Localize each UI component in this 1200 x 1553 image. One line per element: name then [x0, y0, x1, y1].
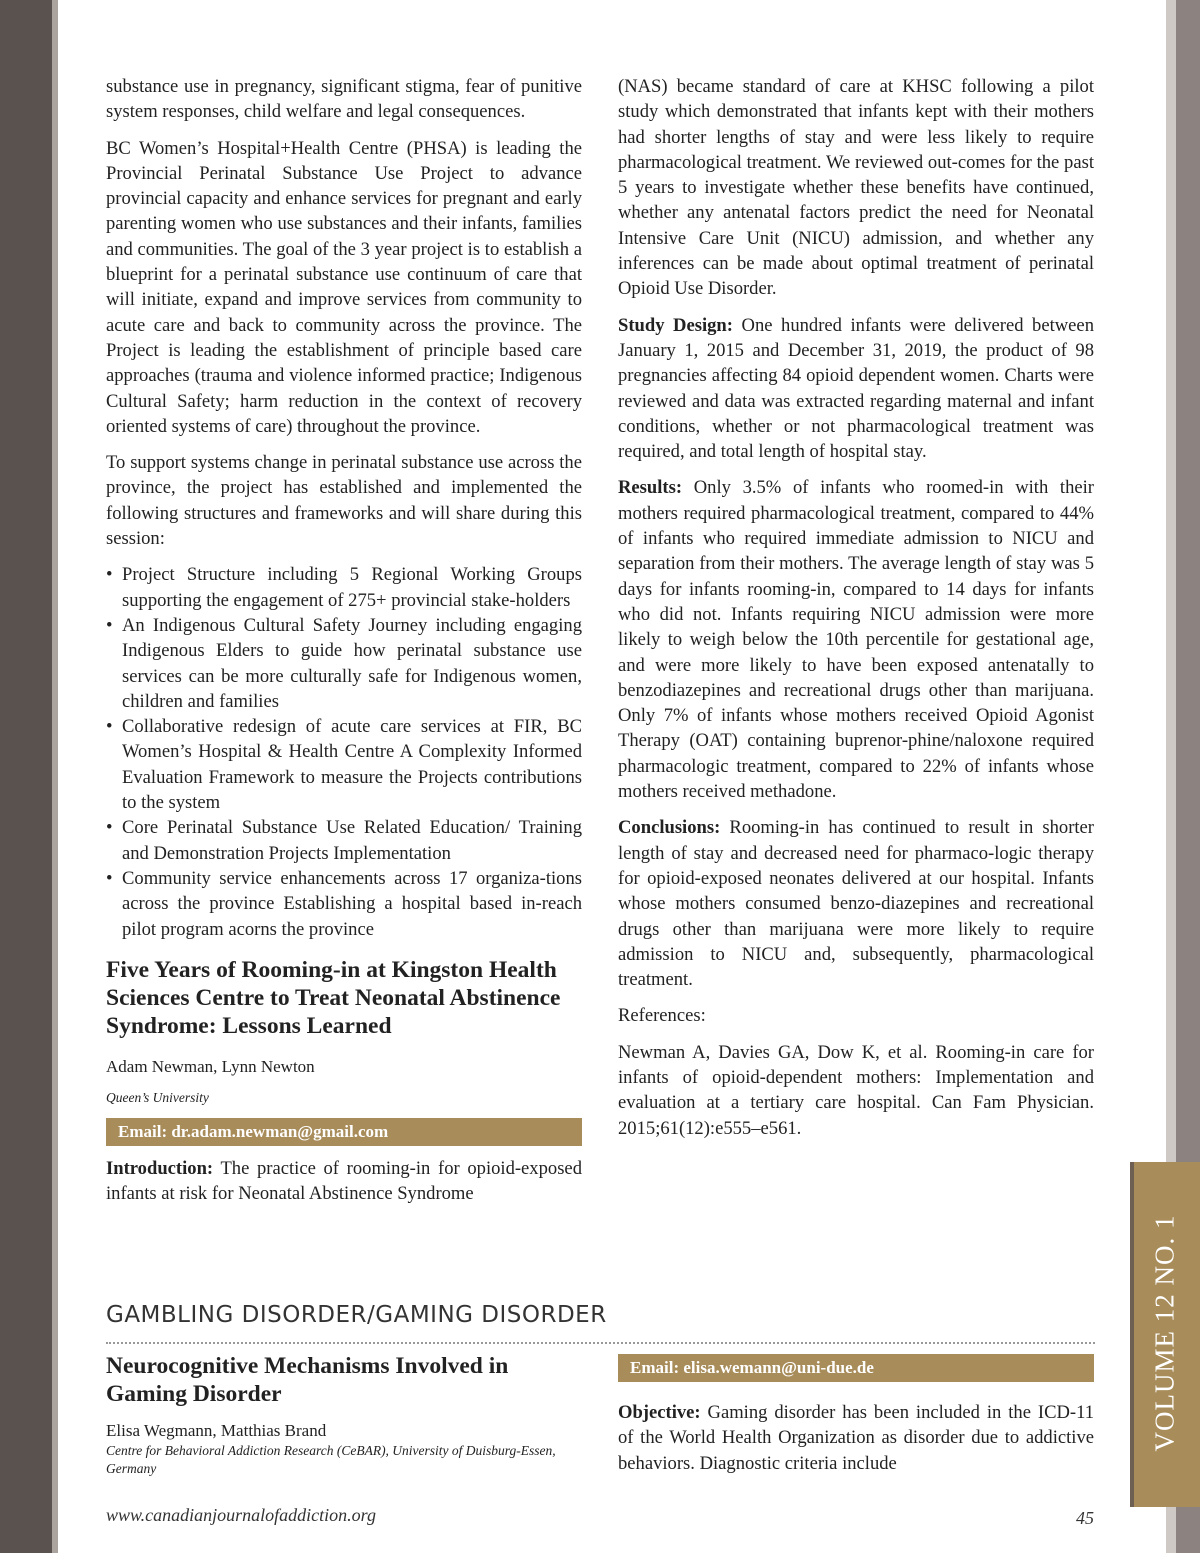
reference-entry: Newman A, Davies GA, Dow K, et al. Rooming-in care for infants of opioid-dependent mothers: Implementation and evaluation at a tertiary care hospital. Can Fam Physician. 2015;61(12):e555–e561.: [618, 1041, 1094, 1139]
conclusions-text: Rooming-in has continued to result in shorter length of stay and decreased need for pharmaco-logic therapy for opioid-exposed neonates delivered at our hospital. Infants whose mothers consumed benzo-diazepines and recreational drugs other than marijuana were more likely to require admission to NICU and, subsequently, pharmacological treatment.: [618, 817, 1094, 991]
article-authors: Elisa Wegmann, Matthias Brand: [106, 1421, 327, 1440]
section-heading: GAMBLING DISORDER/GAMING DISORDER: [106, 1302, 607, 1328]
email-bar[interactable]: Email: dr.adam.newman@gmail.com: [106, 1118, 582, 1146]
bullet-item: • An Indigenous Cultural Safety Journey including engaging Indigenous Elders to guide how perinatal substance use services can be more culturally safe for Indigenous women, children and families: [106, 613, 582, 714]
conclusions-label: Conclusions:: [618, 817, 721, 839]
article2-header: [106, 1352, 582, 1488]
left-column: [106, 74, 582, 1217]
bullet-list: [106, 562, 582, 941]
bullet-item: • Community service enhancements across 17 organiza-tions across the province Establishing a hospital based in-reach pilot program acorns the province: [106, 866, 582, 942]
left-margin-bar: [0, 0, 52, 1553]
article-affiliation: Queen’s University: [106, 1089, 209, 1105]
bullet-item: • Project Structure including 5 Regional Working Groups supporting the engagement of 275+ provincial stake-holders: [106, 562, 582, 613]
results-label: Results:: [618, 477, 683, 499]
objective-paragraph: [618, 1400, 1094, 1476]
introduction-paragraph: [106, 1156, 582, 1207]
paragraph: substance use in pregnancy, significant stigma, fear of punitive system responses, child welfare and legal consequences.: [106, 76, 582, 123]
study-design-label: Study Design:: [618, 314, 733, 336]
conclusions-paragraph: [618, 815, 1094, 992]
paragraph: BC Women’s Hospital+Health Centre (PHSA) is leading the Provincial Perinatal Substance Use Project to advance provincial capacity and enhance services for pregnant and early parenting women who use substances and their infants, families and communities. The goal of the 3 year project is to establish a blueprint for a perinatal substance use continuum of care that will initiate, expand and improve services from community to acute care and back to community across the province. The Project is leading the establishment of principle based care approaches (trauma and violence informed practice; Indigenous Cultural Safety; harm reduction in the context of recovery oriented systems of care) throughout the province.: [106, 137, 582, 437]
article-authors: Adam Newman, Lynn Newton: [106, 1056, 315, 1076]
footer-url[interactable]: www.canadianjournalofaddiction.org: [106, 1505, 377, 1525]
paragraph: To support systems change in perinatal substance use across the province, the project has established and implemented the following structures and frameworks and will share during this session:: [106, 452, 582, 550]
study-design-text: One hundred infants were delivered between January 1, 2015 and December 31, 2019, the product of 98 pregnancies affecting 84 opioid dependent women. Charts were reviewed and data was extracted regarding maternal and infant conditions, whether or not pharmacological treatment was required, and total length of hospital stay.: [618, 314, 1094, 463]
article-title: Neurocognitive Mechanisms Involved in Gaming Disorder: [106, 1353, 509, 1407]
results-text: Only 3.5% of infants who roomed-in with their mothers required pharmacological treatment, compared to 44% of infants who required immediate admission to NICU and separation from their mothers. The average length of stay was 5 days for infants rooming-in, compared to 14 days for infants who did not. Infants requiring NICU admission were more likely to weigh below the 10th percentile for gestational age, and were more likely to have been exposed antenatally to benzodiazepines and recreational drugs other than marijuana. Only 7% of infants whose mothers received Opioid Agonist Therapy (OAT) containing buprenor-phine/naloxone required pharmacologic treatment, compared to 22% of infants whose mothers received methadone.: [618, 477, 1094, 803]
article2-body: [618, 1354, 1094, 1476]
article-title: Five Years of Rooming-in at Kingston Health Sciences Centre to Treat Neonatal Abstinence Syndrome: Lessons Learned: [106, 956, 561, 1039]
paragraph: (NAS) became standard of care at KHSC following a pilot study which demonstrated that infants kept with their mothers had shorter lengths of stay and were less likely to require pharmacological treatment. We reviewed out-comes for the past 5 years to investigate whether these benefits have continued, whether any antenatal factors predict the need for Neonatal Intensive Care Unit (NICU) admission, and whether any inferences can be made about optimal treatment of perinatal Opioid Use Disorder.: [618, 76, 1094, 300]
article-affiliation: Centre for Behavioral Addiction Research (CeBAR), University of Duisburg-Essen, Germany: [106, 1443, 556, 1476]
study-design-paragraph: [618, 313, 1094, 465]
section-divider: [106, 1342, 1095, 1344]
left-margin-edge: [52, 0, 58, 1553]
introduction-text: The practice of rooming-in for opioid-exposed infants at risk for Neonatal Abstinence Syndrome: [106, 1157, 582, 1205]
email-bar[interactable]: Email: elisa.wemann@uni-due.de: [618, 1354, 1094, 1382]
objective-label: Objective:: [618, 1402, 701, 1423]
bullet-item: • Core Perinatal Substance Use Related Education/ Training and Demonstration Projects Implementation: [106, 815, 582, 866]
results-paragraph: [618, 475, 1094, 804]
objective-text: Gaming disorder has been included in the ICD-11 of the World Health Organization as disorder due to addictive behaviors. Diagnostic criteria include: [618, 1402, 1094, 1474]
introduction-label: Introduction:: [106, 1157, 214, 1179]
references-heading: References:: [618, 1005, 706, 1027]
volume-label: VOLUME 12 NO. 1: [1149, 1214, 1180, 1452]
bullet-item: • Collaborative redesign of acute care services at FIR, BC Women’s Hospital & Health Centre A Complexity Informed Evaluation Framework to measure the Projects contributions to the system: [106, 714, 582, 815]
right-column: [618, 74, 1094, 1152]
page-number: 45: [1076, 1508, 1094, 1528]
